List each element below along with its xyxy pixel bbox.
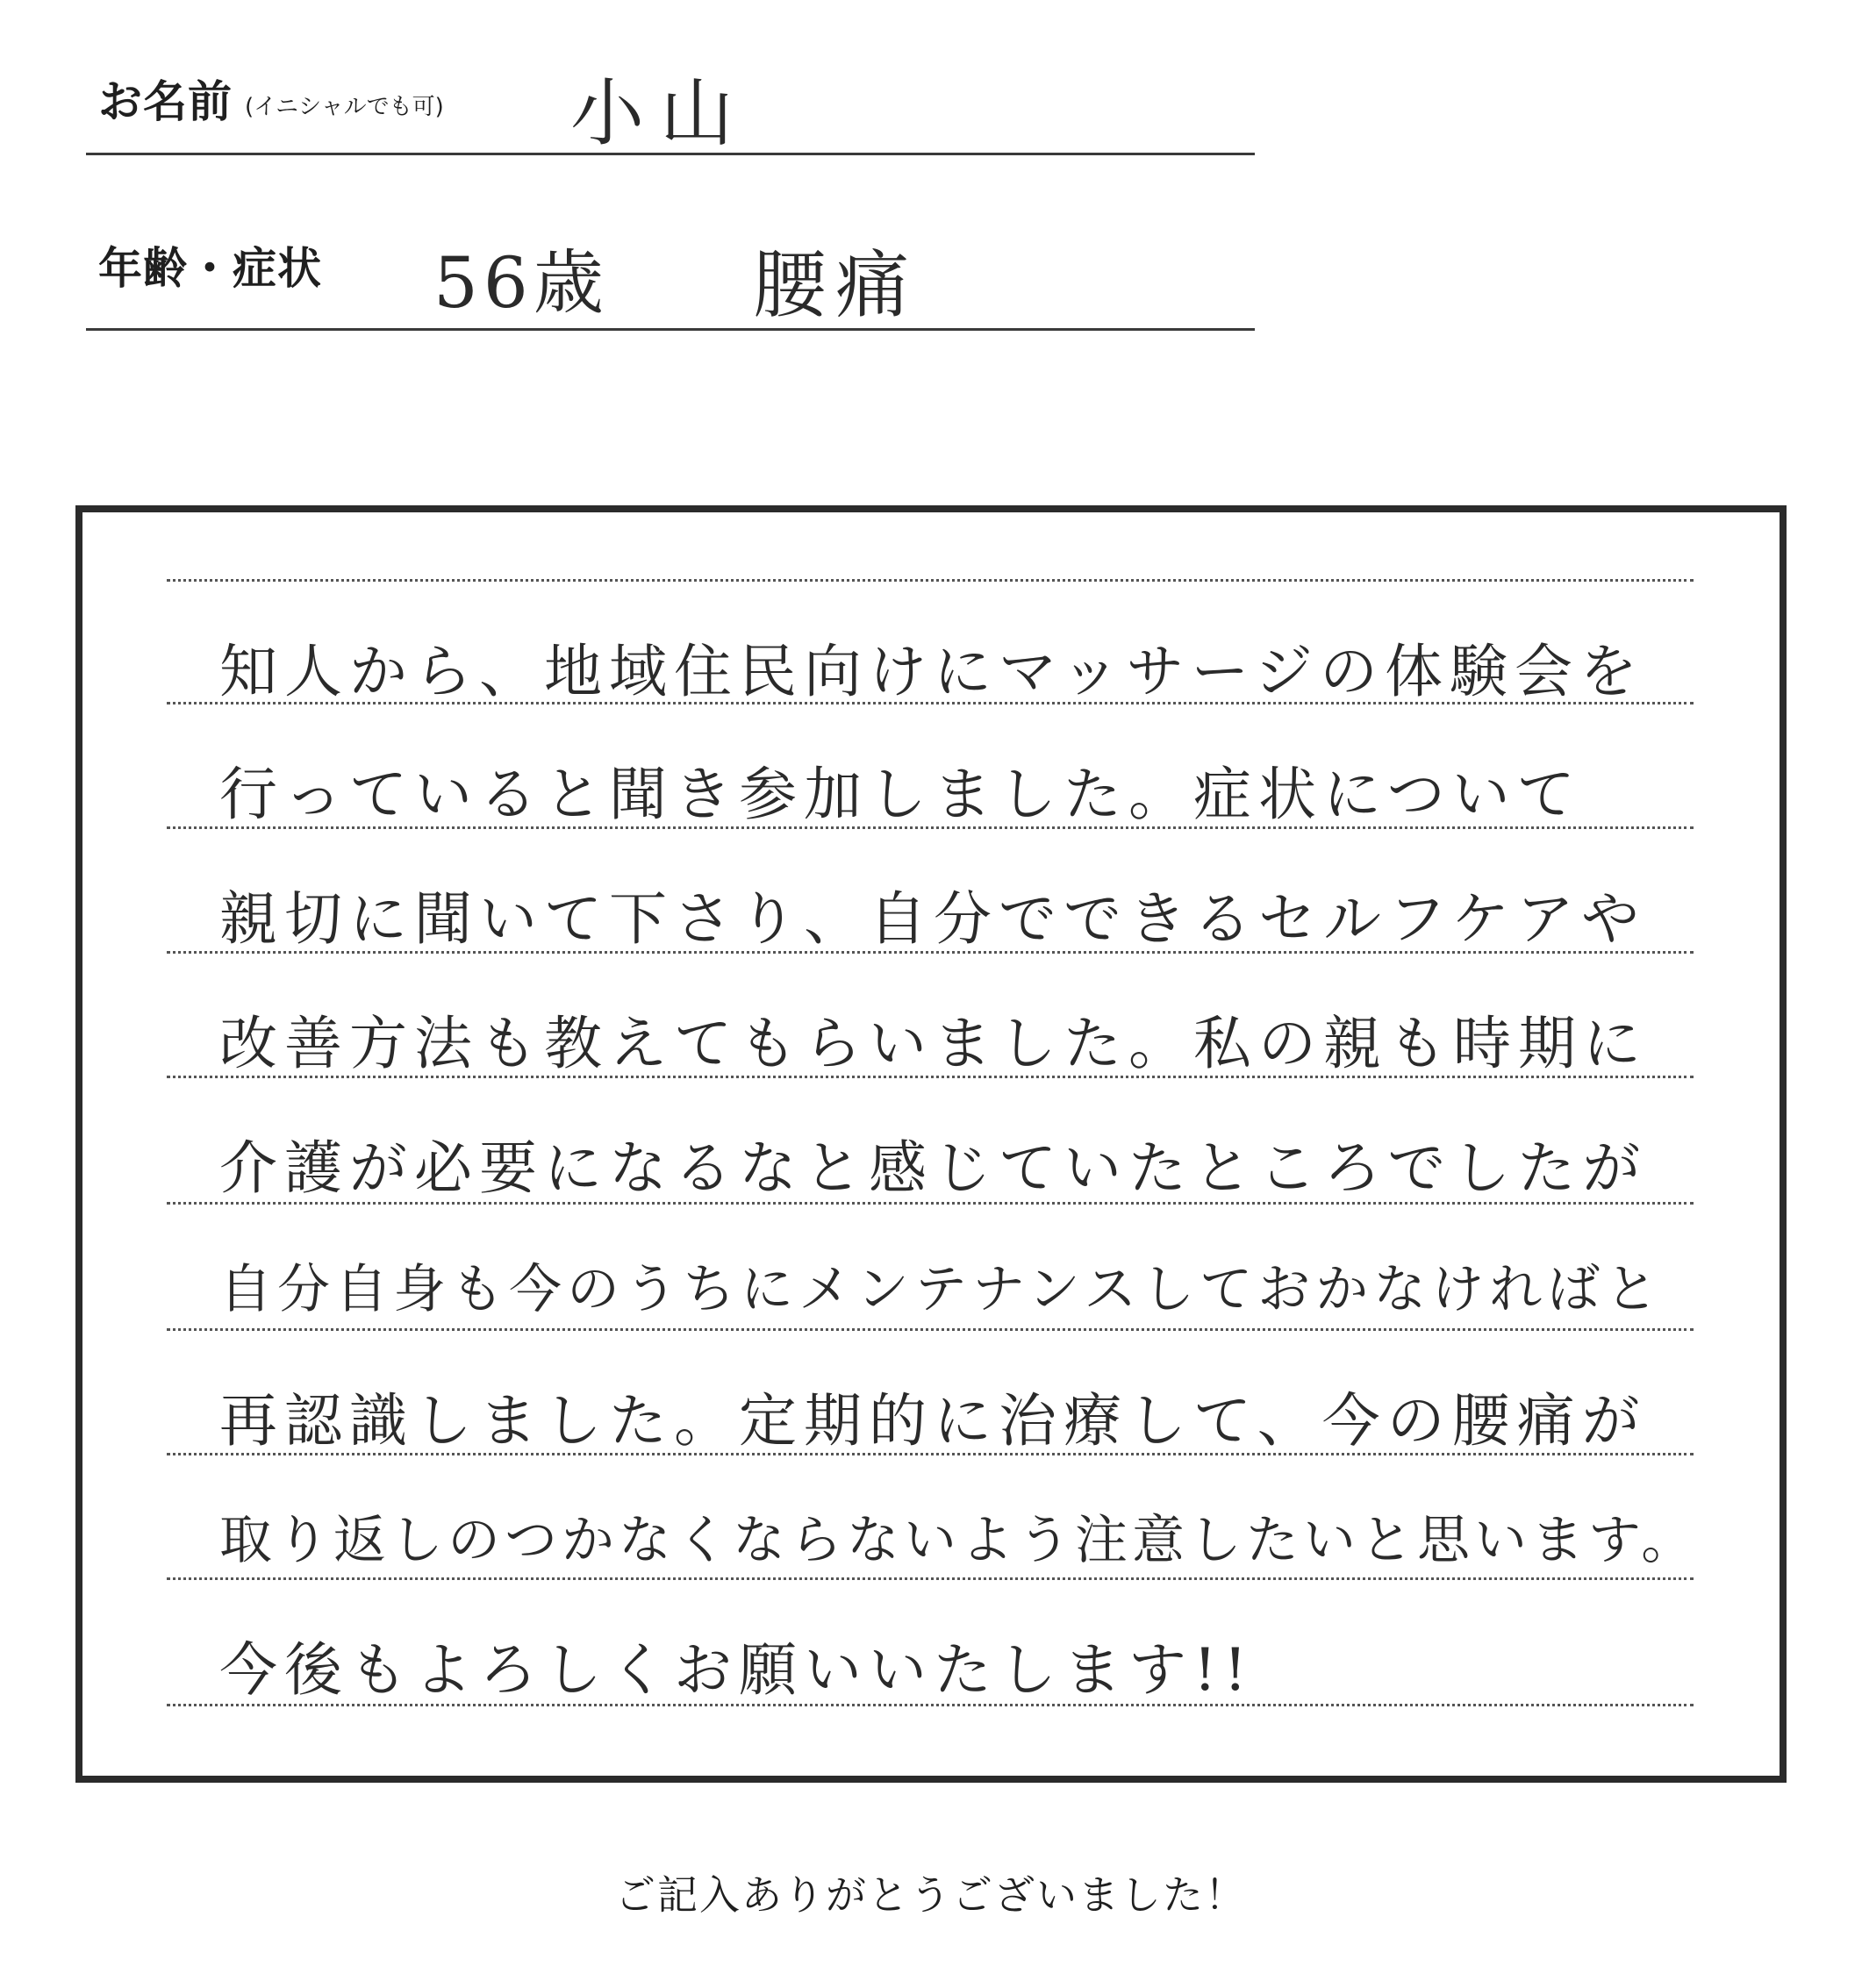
age-value: 56歳 xyxy=(433,242,609,324)
age-symptom-underline xyxy=(86,328,1255,331)
comment-line-5: 介護が必要になるなと感じていたところでしたが xyxy=(219,1134,1648,1202)
name-field-label xyxy=(98,67,444,130)
name-value: 小山 xyxy=(570,70,750,156)
name-note: (イニシャルでも可) xyxy=(245,94,444,120)
comment-line-9: 今後もよろしくお願いいたします!! xyxy=(219,1636,1255,1704)
comment-line-4: 改善方法も教えてもらいました。私の親も時期に xyxy=(219,1010,1648,1077)
name-label: お名前 xyxy=(98,76,233,127)
name-underline xyxy=(86,153,1255,155)
age-symptom-label: 年齢・症状 xyxy=(98,243,322,294)
comment-line-2: 行っていると聞き参加しました。症状について xyxy=(219,761,1582,828)
comment-line-7: 再認識しました。定期的に治療して、今の腰痛が xyxy=(219,1387,1647,1455)
comment-line-8: 取り返しのつかなくならないよう注意したいと思います。 xyxy=(219,1510,1699,1571)
ruled-line xyxy=(167,579,1694,582)
comment-line-3: 親切に聞いて下さり、自分でできるセルフケアや xyxy=(219,885,1647,953)
symptom-value: 腰痛 xyxy=(753,242,919,328)
comment-line-6: 自分自身も今のうちにメンテナンスしておかなければと xyxy=(219,1259,1664,1320)
thanks-message: ご記入ありがとうございました！ xyxy=(615,1871,1247,1919)
comment-line-1: 知人から、地域住民向けにマッサージの体験会を xyxy=(219,638,1645,705)
ruled-line xyxy=(167,1577,1694,1580)
ruled-line xyxy=(167,1328,1694,1331)
